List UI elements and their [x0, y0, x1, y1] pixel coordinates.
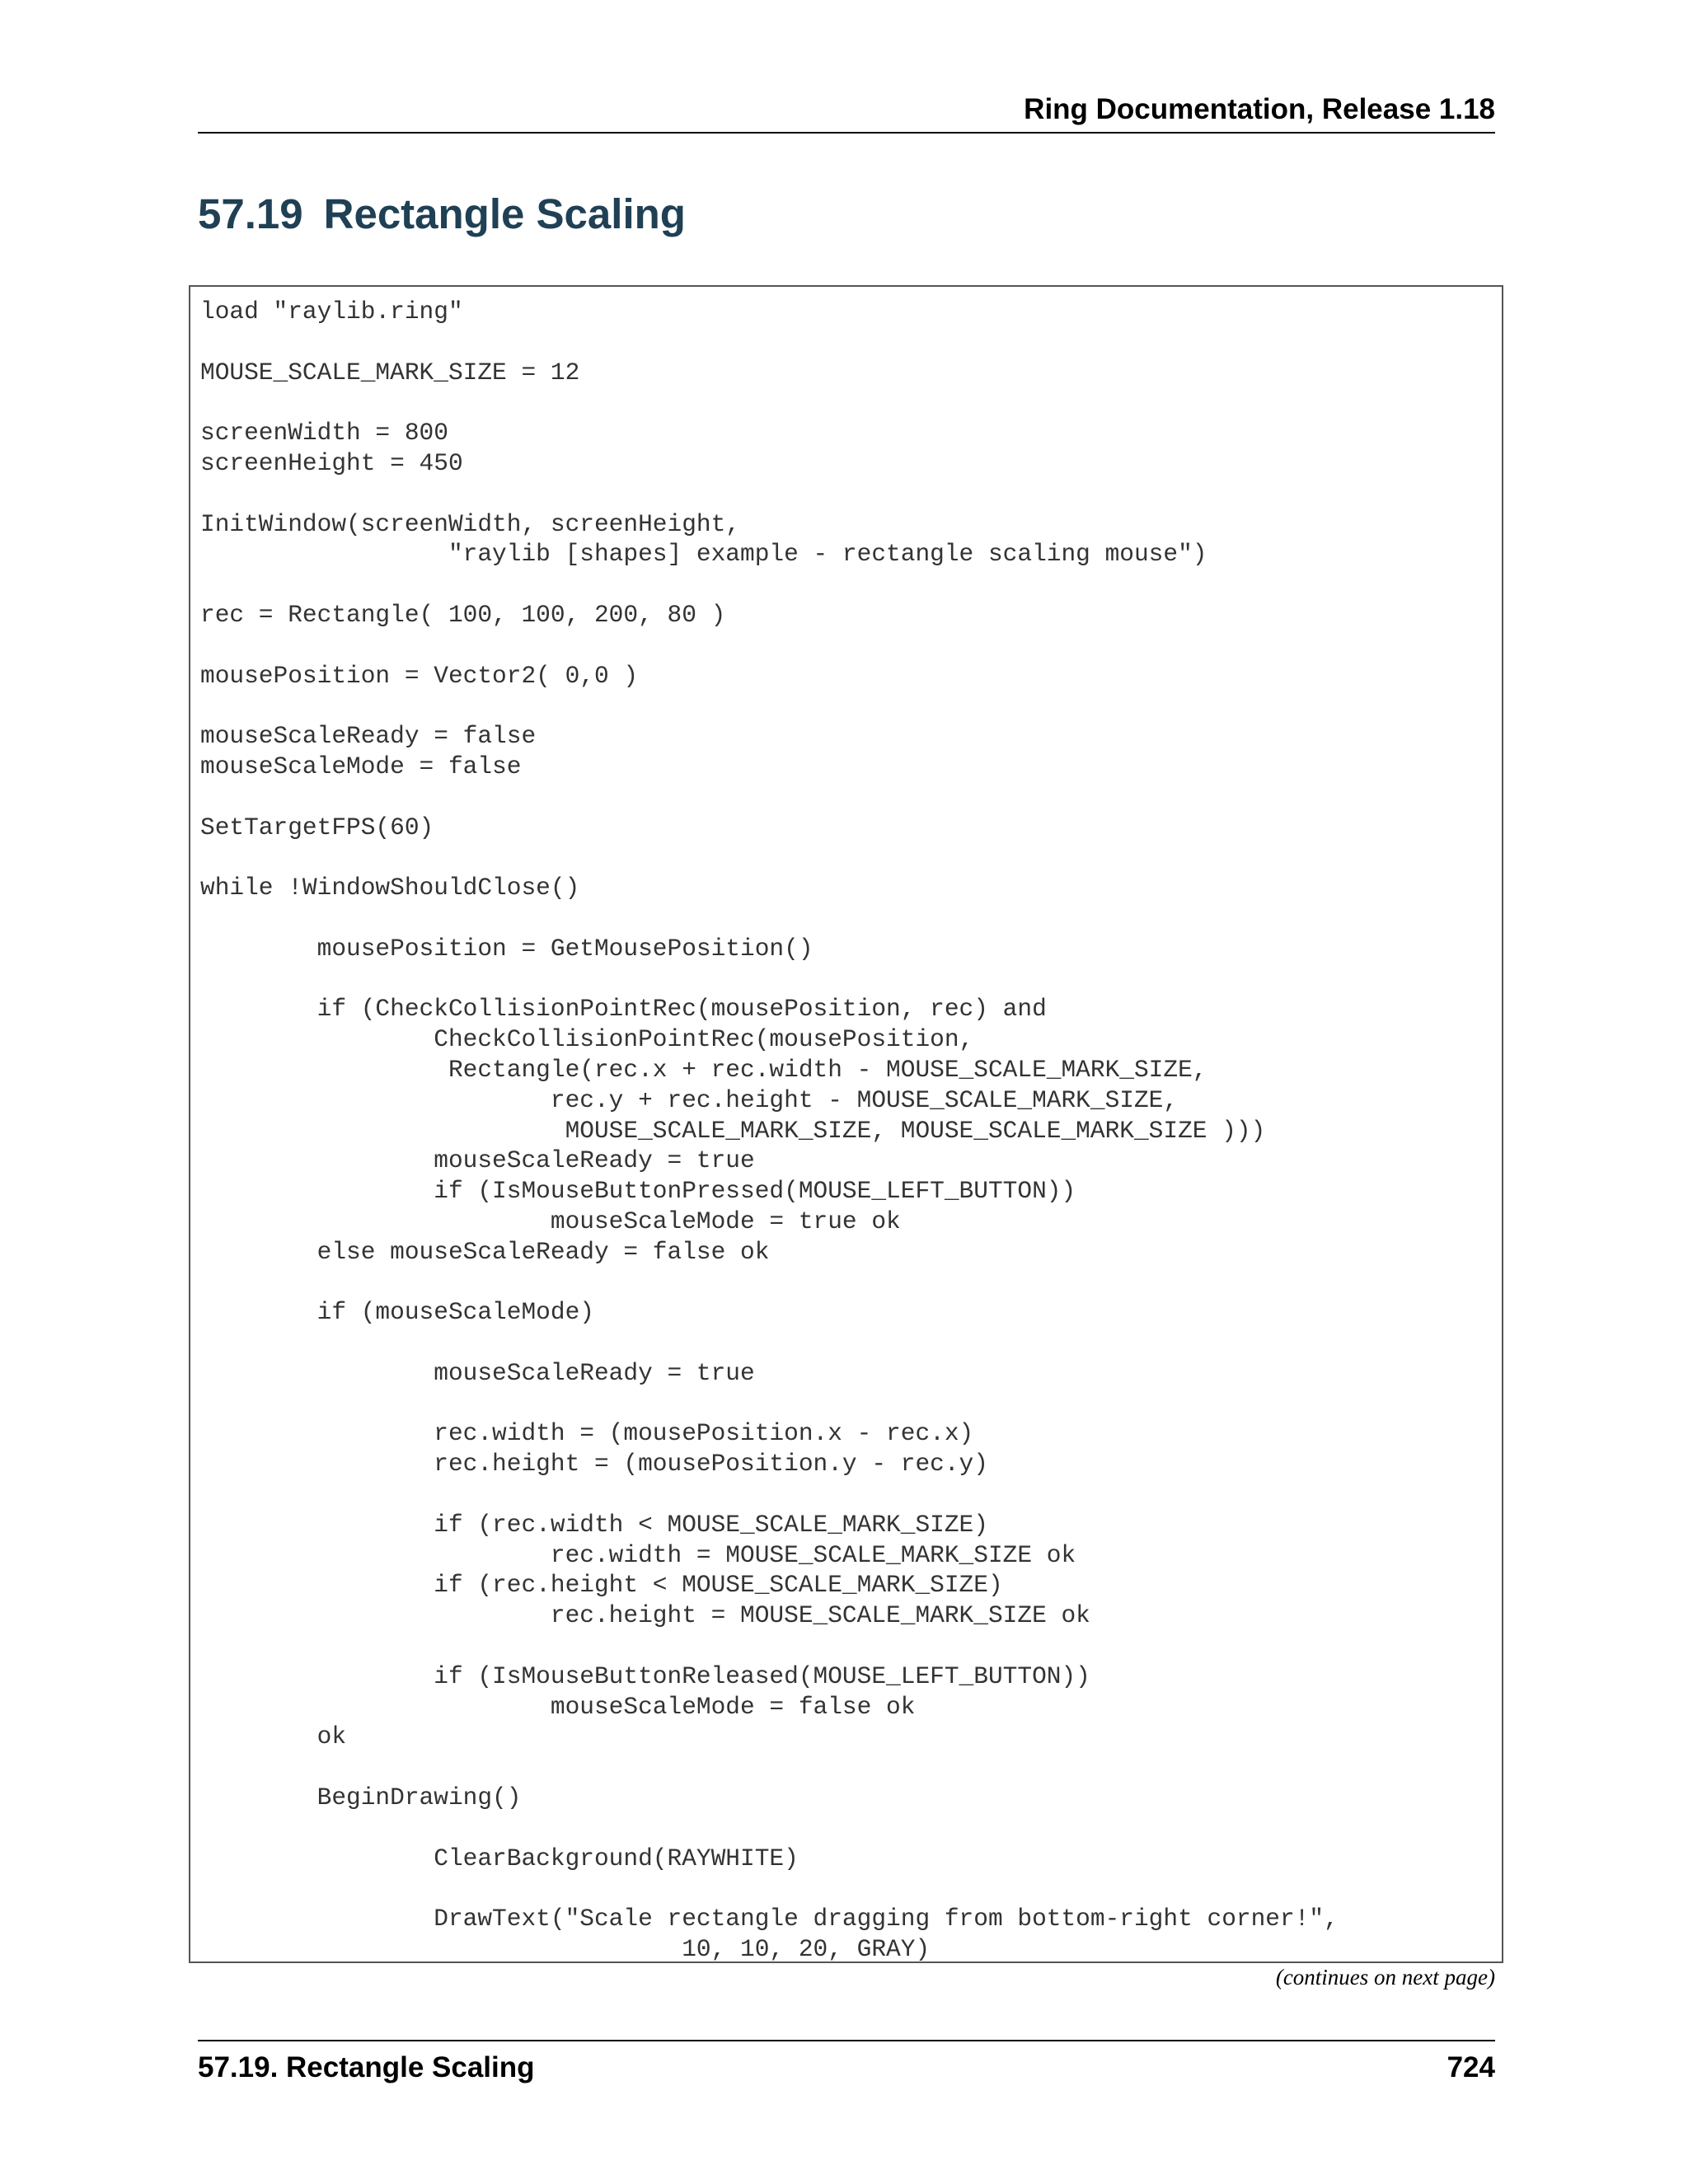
code-line: 10, 10, 20, GRAY) — [200, 1935, 931, 1963]
code-line: mouseScaleReady = true — [200, 1358, 755, 1387]
code-line: else mouseScaleReady = false ok — [200, 1237, 770, 1266]
code-line — [200, 903, 1339, 934]
code-line: InitWindow(screenWidth, screenHeight, — [200, 509, 741, 538]
code-line: if (IsMouseButtonReleased(MOUSE_LEFT_BUTTON)) — [200, 1661, 1090, 1690]
continuation-note: (continues on next page) — [1275, 1965, 1495, 1990]
code-line: CheckCollisionPointRec(mousePosition, — [200, 1025, 974, 1054]
code-line: mouseScaleReady = false — [200, 722, 537, 751]
code-lines — [200, 297, 1339, 1963]
code-line: DrawText("Scale rectangle dragging from bottom-right corner!", — [200, 1905, 1339, 1933]
code-line: mousePosition = Vector2( 0,0 ) — [200, 661, 639, 690]
code-line — [200, 630, 1339, 661]
code-line: if (rec.width < MOUSE_SCALE_MARK_SIZE) — [200, 1510, 988, 1539]
code-line — [200, 842, 1339, 873]
code-line: screenWidth = 800 — [200, 419, 448, 448]
document-title: Ring Documentation, Release 1.18 — [1024, 93, 1495, 125]
code-line — [200, 1328, 1339, 1358]
footer-section-label: 57.19. Rectangle Scaling — [198, 2051, 535, 2083]
page-header — [198, 91, 1495, 134]
code-line: mouseScaleMode = false — [200, 752, 522, 780]
code-line — [200, 691, 1339, 721]
code-line: if (IsMouseButtonPressed(MOUSE_LEFT_BUTTON)) — [200, 1177, 1076, 1206]
code-line: mousePosition = GetMousePosition() — [200, 934, 814, 963]
code-line — [200, 782, 1339, 813]
code-line: if (CheckCollisionPointRec(mousePosition, rec) and — [200, 995, 1047, 1024]
code-line: ClearBackground(RAYWHITE) — [200, 1844, 799, 1872]
code-line: mouseScaleReady = true — [200, 1146, 755, 1175]
code-line: rec.width = (mousePosition.x - rec.x) — [200, 1419, 974, 1448]
code-line: mouseScaleMode = true ok — [200, 1207, 901, 1235]
code-line — [200, 1752, 1339, 1783]
code-line — [200, 1389, 1339, 1419]
page-number: 724 — [1447, 2051, 1495, 2083]
code-line: "raylib [shapes] example - rectangle scaling mouse") — [200, 540, 1207, 569]
section-number: 57.19 — [198, 190, 303, 237]
code-line: if (mouseScaleMode) — [200, 1298, 594, 1327]
code-line — [200, 479, 1339, 509]
code-line — [200, 1873, 1339, 1904]
code-line: MOUSE_SCALE_MARK_SIZE = 12 — [200, 358, 580, 387]
code-line: ok — [200, 1722, 347, 1751]
code-line: mouseScaleMode = false ok — [200, 1692, 916, 1721]
code-line — [200, 327, 1339, 358]
code-line: while !WindowShouldClose() — [200, 874, 580, 902]
code-line: rec.height = (mousePosition.y - rec.y) — [200, 1450, 988, 1479]
code-line: rec.height = MOUSE_SCALE_MARK_SIZE ok — [200, 1601, 1090, 1630]
code-line: rec.y + rec.height - MOUSE_SCALE_MARK_SIZE, — [200, 1085, 1179, 1114]
code-line: BeginDrawing() — [200, 1783, 522, 1812]
code-line: if (rec.height < MOUSE_SCALE_MARK_SIZE) — [200, 1571, 1003, 1600]
section-heading — [198, 190, 686, 239]
code-block — [189, 285, 1503, 1963]
code-line — [200, 569, 1339, 600]
code-line: SetTargetFPS(60) — [200, 813, 434, 841]
page-footer — [198, 2040, 1495, 2091]
code-line — [200, 964, 1339, 995]
section-title: Rectangle Scaling — [323, 190, 686, 237]
code-line: rec = Rectangle( 100, 100, 200, 80 ) — [200, 600, 726, 629]
code-line: load "raylib.ring" — [200, 298, 463, 326]
code-line — [200, 1268, 1339, 1298]
code-line — [200, 1479, 1339, 1510]
code-line: Rectangle(rec.x + rec.width - MOUSE_SCALE_MARK_SIZE, — [200, 1055, 1207, 1084]
code-line: MOUSE_SCALE_MARK_SIZE, MOUSE_SCALE_MARK_SIZE ))) — [200, 1116, 1266, 1145]
code-line: rec.width = MOUSE_SCALE_MARK_SIZE ok — [200, 1540, 1076, 1569]
code-line: screenHeight = 450 — [200, 448, 463, 477]
code-line — [200, 387, 1339, 418]
code-line — [200, 1631, 1339, 1661]
code-line — [200, 1813, 1339, 1844]
